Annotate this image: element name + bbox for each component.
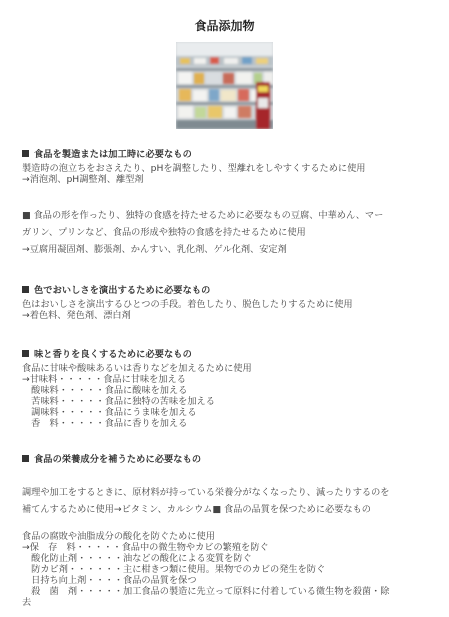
body-line: →消泡剤、pH調整剤、離型剤 — [22, 174, 144, 185]
bullet-square-icon — [22, 150, 29, 157]
section-body-flavor — [22, 363, 252, 429]
bullet-square-icon — [22, 286, 29, 293]
section-body-color — [22, 299, 353, 321]
bullet-square-icon — [22, 350, 29, 357]
section-body-processing — [22, 163, 366, 185]
body-line: 酸味料・・・・・食品に酸味を加える — [22, 385, 188, 396]
body-line: →保 存 料・・・・・食品中の微生物やカビの繁殖を防ぐ — [22, 542, 269, 553]
section-heading-color: 色でおいしさを演出するために必要なもの — [22, 282, 210, 296]
section-body-texture — [22, 207, 383, 258]
body-line: 食品に甘味や酸味あるいは香りなどを加えるために使用 — [22, 363, 252, 374]
body-line: →着色料、発色剤、漂白剤 — [22, 310, 131, 321]
section-heading-nutrition: 食品の栄養成分を補うために必要なもの — [22, 451, 201, 465]
body-line: →豆腐用凝固剤、膨張剤、かんすい、乳化剤、ゲル化剤、安定剤 — [22, 244, 287, 255]
section-body-quality — [22, 531, 390, 608]
body-line: 調理や加工をするときに、原材料が持っている栄養分がなくなったり、減ったりするのを — [22, 487, 390, 498]
body-line: 防カビ剤・・・・・・主に柑きつ類に使用。果物でのカビの発生を防ぐ — [22, 564, 326, 575]
section-body-nutrition — [22, 484, 390, 518]
body-line: 食品の腐敗や油脂成分の酸化を防ぐために使用 — [22, 531, 215, 542]
body-line: 補てんするために使用→ビタミン、カルシウム■ 食品の品質を保つために必要なもの — [22, 504, 371, 515]
page-title: 食品添加物 — [194, 19, 255, 33]
section-heading-processing: 食品を製造または加工時に必要なもの — [22, 146, 192, 160]
body-line: 日持ち向上剤・・・・食品の品質を保つ — [22, 575, 197, 586]
body-line: 殺 菌 剤・・・・・加工食品の製造に先立って原料に付着している微生物を殺菌・除 — [22, 586, 390, 597]
body-line: 調味料・・・・・食品にうま味を加える — [22, 407, 197, 418]
body-line: 製造時の泡立ちをおさえたり、pHを調整したり、型離れをしやすくするために使用 — [22, 163, 366, 174]
supermarket-shelf-photo — [176, 42, 273, 129]
body-line: 香 料・・・・・食品に香りを加える — [22, 418, 188, 429]
supermarket-shelf-image — [176, 42, 273, 129]
body-line: ガリン、プリンなど、食品の形成や独特の食感を持たせるために使用 — [22, 227, 306, 238]
body-line: 酸化防止剤・・・・・油などの酸化による変質を防ぐ — [22, 553, 252, 564]
section-heading-flavor: 味と香りを良くするために必要なもの — [22, 346, 192, 360]
body-line: 苦味料・・・・・食品に独特の苦味を加える — [22, 396, 215, 407]
body-line: →甘味料・・・・・食品に甘味を加える — [22, 374, 186, 385]
body-line: ■ 食品の形を作ったり、独特の食感を持たせるために必要なもの豆腐、中華めん、マー — [22, 210, 384, 221]
body-line: 色はおいしさを演出するひとつの手段。着色したり、脱色したりするために使用 — [22, 299, 353, 310]
bullet-square-icon — [22, 455, 29, 462]
body-line: 去 — [22, 597, 32, 608]
